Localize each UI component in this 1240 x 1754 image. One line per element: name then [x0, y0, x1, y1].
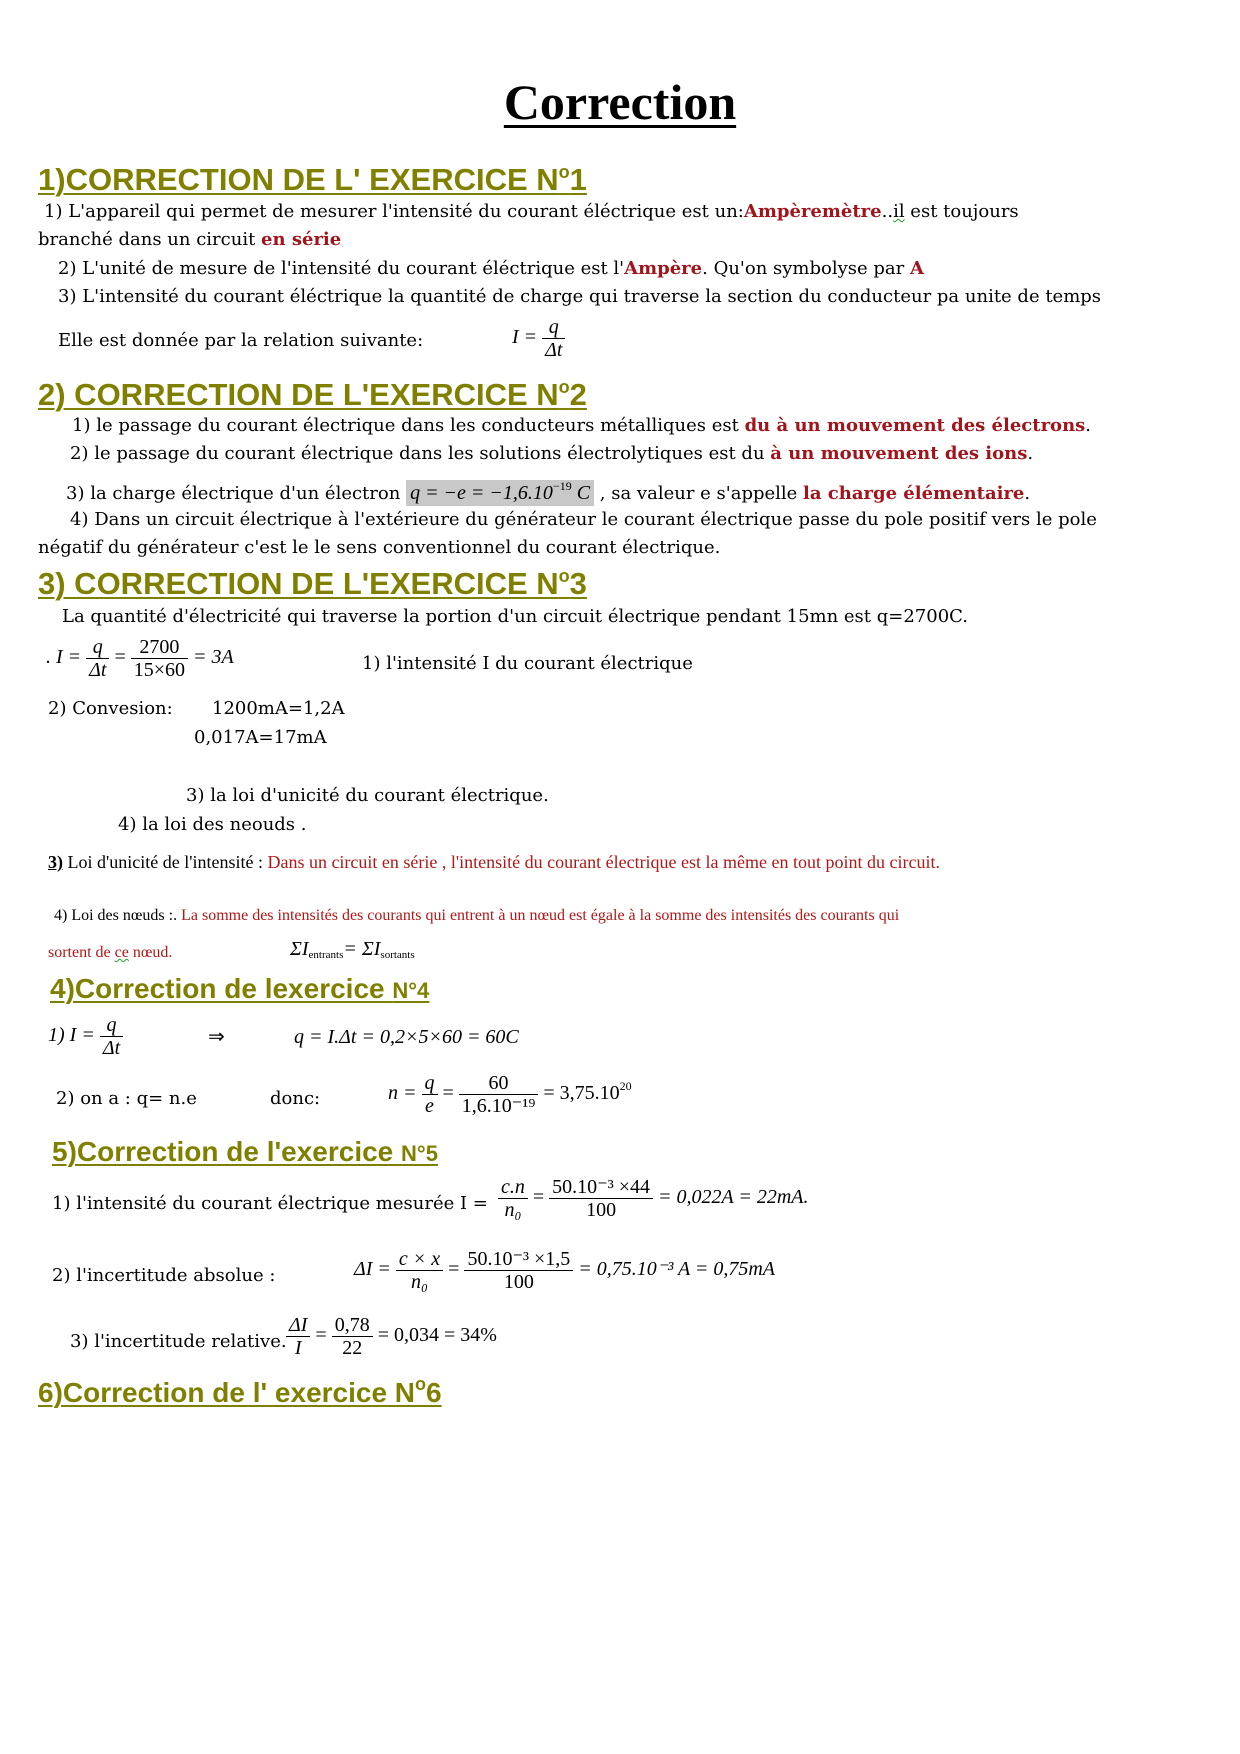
- ex3-item3: 3) la loi d'unicité du courant électrique.: [186, 785, 549, 806]
- implies-arrow: ⇒: [208, 1026, 225, 1048]
- ex5-formula-3: $\frac{\Delta I}{I}$ = $\frac{0,78}{22}$ = 0,034 = 34%: [286, 1314, 497, 1359]
- ex2-line5: négatif du générateur c'est le le sens conventionnel du courant électrique.: [38, 537, 721, 558]
- ex5-line2-label: 2) l'incertitude absolue :: [52, 1265, 276, 1286]
- ex4-formula-1: 1) I = $\frac{q}{\Delta t}$: [48, 1014, 123, 1059]
- ex1-formula: I = $\frac{q}{\Delta t}$: [512, 316, 565, 361]
- ex3-formula: . I = $\frac{q}{\Delta t}$ = $\frac{2700}{15\times 60}$ = 3A: [46, 636, 234, 681]
- ex3-conversion-label: 2) Convesion:: [48, 698, 173, 719]
- ex4-result-1: q = I.Δt = 0,2×5×60 = 60C: [294, 1026, 519, 1048]
- ex3-conversion-2: 0,017A=17mA: [194, 727, 327, 748]
- ex3-heading: 3) CORRECTION DE L'EXERCICE $N^o3$: [38, 566, 587, 601]
- ex2-line1: 1) le passage du courant électrique dans les conducteurs métalliques est du à un mouvement des électrons.: [72, 415, 1092, 436]
- ex3-loi-unicite: 3) Loi d'unicité de l'intensité : Dans un circuit en série , l'intensité du courant électrique est la même en tout point du circuit.: [48, 852, 940, 872]
- ex1-line3: 2) L'unité de mesure de l'intensité du courant éléctrique est l'Ampère. Qu'on symbolyse par A: [58, 258, 924, 279]
- ex3-conversion-1: 1200mA=1,2A: [212, 698, 345, 719]
- ex2-heading: 2) CORRECTION DE L'EXERCICE $N^o2$: [38, 377, 587, 412]
- ex1-line4: 3) L'intensité du courant éléctrique la quantité de charge qui traverse la section du conducteur pa unite de temps: [58, 286, 1102, 307]
- ex1-line1: 1) L'appareil qui permet de mesurer l'intensité du courant éléctrique est un:Ampèremètre..il est toujours: [44, 201, 1019, 222]
- ex1-heading: 1)CORRECTION DE L' EXERCICE $N^o1$: [38, 162, 587, 197]
- ex4-line2-b: donc:: [270, 1088, 321, 1109]
- ex2-line3: 3) la charge électrique d'un électron $q = -e = -1,6.10^{-19}$ C , sa valeur e s'appelle la charge élémentaire.: [66, 479, 1031, 504]
- page-title: Correction: [503, 74, 737, 130]
- ex3-nodes-sum-formula: $\Sigma I_{entrants}= \Sigma I_{sortants}$: [290, 938, 415, 961]
- ex5-heading: 5)Correction de l'exercice N°5: [52, 1136, 438, 1167]
- ex1-line5: Elle est donnée par la relation suivante:: [58, 330, 424, 351]
- ex5-formula-1: $\frac{c.n}{\text{n₀}}$ = $\frac{\text{50.10⁻³ ×44}}{100}$ = 0,022A = 22mA.: [498, 1176, 809, 1221]
- ex1-line2: branché dans un circuit en série: [38, 229, 342, 250]
- ex5-line1-label: 1) l'intensité du courant électrique mesurée I =: [52, 1193, 488, 1214]
- ex4-line2-a: 2) on a : q= n.e: [56, 1088, 197, 1109]
- ex2-line4: 4) Dans un circuit électrique à l'extérieure du générateur le courant électrique passe du pole positif vers le pole: [70, 509, 1097, 530]
- electron-charge-formula: $q = -e = -1,6.10^{-19}$ C: [406, 480, 594, 506]
- ex5-line3-label: 3) l'incertitude relative.: [70, 1331, 287, 1352]
- ex3-loi-noeuds: 4) Loi des nœuds :. La somme des intensités des courants qui entrent à un nœud est égale à la somme des intensités des courants qui: [54, 907, 900, 924]
- ex3-item4: 4) la loi des neouds .: [118, 814, 307, 835]
- ex2-line2: 2) le passage du courant électrique dans les solutions électrolytiques est du à un mouvement des ions.: [70, 443, 1034, 464]
- ex3-formula-note: 1) l'intensité I du courant électrique: [362, 653, 693, 674]
- ex4-formula-2: n = $\frac{q}{e}$ = $\frac{60}{\text{1,6.10⁻¹⁹}}$ = $3,75.10^{20}$: [388, 1072, 632, 1117]
- ex5-formula-2: ΔI = $\frac{c \times x}{\text{n₀}}$ = $\frac{\text{50.10⁻³ ×1,5}}{100}$ = 0,75.10⁻³ A = 0,75mA: [354, 1248, 775, 1293]
- ex3-loi-noeuds-end: sortent de ce nœud.: [48, 944, 173, 961]
- ex6-heading: 6)Correction de l' exercice $N^o6$: [38, 1374, 442, 1408]
- ex3-line1: La quantité d'électricité qui traverse la portion d'un circuit électrique pendant 15mn est q=2700C.: [62, 606, 969, 627]
- ex4-heading: 4)Correction de lexercice N°4: [50, 973, 430, 1004]
